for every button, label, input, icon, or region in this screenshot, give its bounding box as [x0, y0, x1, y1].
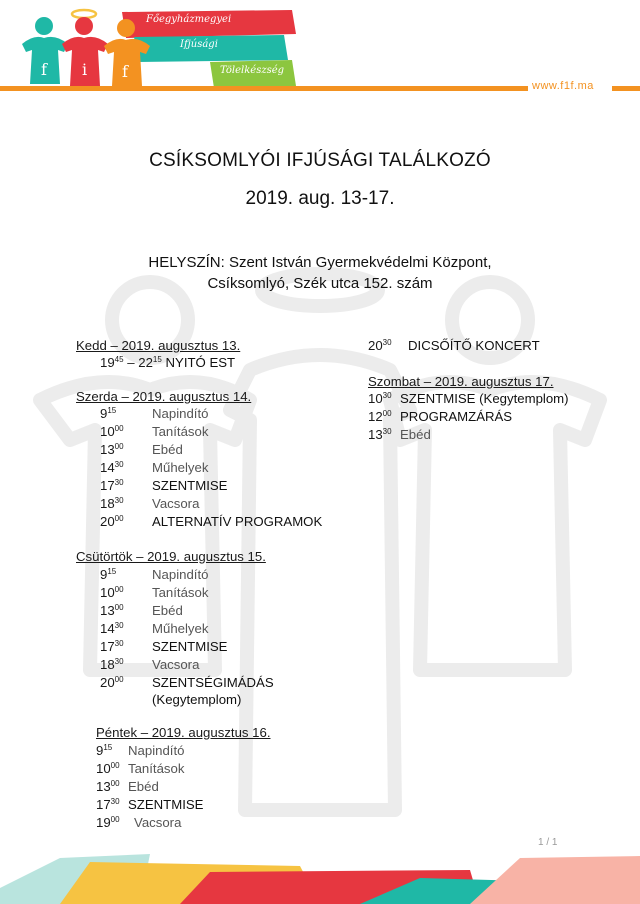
- time-hour: 17: [100, 478, 115, 493]
- schedule-row: [100, 460, 360, 478]
- time-hour: 20: [100, 675, 115, 690]
- event-name: Vacsora: [152, 496, 200, 511]
- event-name: SZENTMISE (Kegytemplom): [400, 391, 569, 406]
- schedule-row: [96, 797, 356, 815]
- logo-letter-3: f: [122, 62, 128, 81]
- time-hour: 14: [100, 621, 115, 636]
- banner-line-2: Ifjúsági: [180, 39, 218, 50]
- time-hour: 17: [100, 639, 115, 654]
- event-name: Ebéd: [400, 427, 431, 442]
- time-hour: 18: [100, 496, 115, 511]
- time-min: 30: [114, 496, 124, 505]
- time-end-hour: 22: [138, 355, 153, 370]
- day-heading-csutortok: Csütörtök – 2019. augusztus 15.: [76, 549, 266, 564]
- time-hour: 20: [368, 338, 383, 353]
- time-min: 00: [114, 585, 124, 594]
- time-min: 30: [110, 797, 120, 806]
- time-min: 30: [382, 391, 392, 400]
- event-name: Napindító: [128, 743, 185, 758]
- event-name: SZENTSÉGIMÁDÁS: [152, 675, 274, 690]
- time-min: 00: [382, 409, 392, 418]
- event-name: Ebéd: [152, 442, 183, 457]
- event-name: ALTERNATÍV PROGRAMOK: [152, 514, 323, 529]
- time-dash: –: [123, 355, 139, 370]
- time-hour: 10: [100, 424, 115, 439]
- time-min: 00: [114, 424, 124, 433]
- time-min: 15: [103, 743, 113, 752]
- day-heading-kedd: Kedd – 2019. augusztus 13.: [76, 338, 241, 353]
- event-name: Vacsora: [152, 657, 200, 672]
- time-min: 15: [107, 567, 117, 576]
- schedule-row: [96, 815, 356, 833]
- time-min: 30: [114, 657, 124, 666]
- event-name: Ebéd: [152, 603, 183, 618]
- event-name: Vacsora: [134, 815, 182, 830]
- event-name: Napindító: [152, 567, 209, 582]
- schedule-row: [100, 585, 360, 603]
- day-heading-szombat: Szombat – 2019. augusztus 17.: [368, 374, 554, 389]
- banner-line-1: Főegyházmegyei: [146, 14, 232, 25]
- time-hour: 9: [100, 567, 108, 582]
- time-min: 00: [114, 603, 124, 612]
- banner-line-3: Tölelkészség: [220, 65, 285, 76]
- schedule-row: [368, 409, 628, 427]
- time-hour: 12: [368, 409, 383, 424]
- time-start-hour: 19: [100, 355, 115, 370]
- time-min: 30: [114, 621, 124, 630]
- event-name: SZENTMISE: [152, 639, 228, 654]
- time-min: 30: [114, 639, 124, 648]
- time-min: 30: [382, 338, 392, 347]
- time-start-min: 45: [114, 355, 124, 364]
- schedule-row: [100, 424, 360, 442]
- event-name: SZENTMISE: [128, 797, 204, 812]
- time-min: 00: [114, 675, 124, 684]
- schedule-row: [368, 427, 628, 445]
- schedule-row: [96, 779, 356, 797]
- event-name: Műhelyek: [152, 460, 209, 475]
- event-name: Tanítások: [152, 585, 209, 600]
- time-min: 00: [114, 514, 124, 523]
- schedule-row: [100, 603, 360, 621]
- time-min: 30: [114, 478, 124, 487]
- time-hour: 10: [100, 585, 115, 600]
- event-name: PROGRAMZÁRÁS: [400, 409, 513, 424]
- time-min: 00: [114, 442, 124, 451]
- time-min: 00: [110, 779, 120, 788]
- schedule-row: [100, 657, 360, 675]
- event-name: Ebéd: [128, 779, 159, 794]
- logo-letter-1: f: [41, 60, 47, 79]
- day-heading-pentek: Péntek – 2019. augusztus 16.: [96, 725, 271, 740]
- event-name-line2: (Kegytemplom): [152, 692, 242, 707]
- website-link[interactable]: www.f1f.ma: [532, 80, 594, 92]
- day-heading-szerda: Szerda – 2019. augusztus 14.: [76, 389, 252, 404]
- time-hour: 18: [100, 657, 115, 672]
- event-name: Napindító: [152, 406, 209, 421]
- schedule-row: [96, 761, 356, 779]
- event-dates: 2019. aug. 13-17.: [245, 188, 395, 209]
- time-end-min: 15: [152, 355, 162, 364]
- event-name: SZENTMISE: [152, 478, 228, 493]
- schedule-row: [368, 338, 568, 356]
- schedule-row: [96, 743, 356, 761]
- schedule-row: [100, 496, 360, 514]
- time-min: 00: [110, 815, 120, 824]
- schedule-row: [100, 621, 360, 639]
- footer-decoration: [0, 848, 640, 904]
- event-name: DICSŐÍTŐ KONCERT: [408, 338, 540, 353]
- time-hour: 10: [368, 391, 383, 406]
- schedule-row: [100, 639, 360, 657]
- time-hour: 20: [100, 514, 115, 529]
- venue-line-1: HELYSZÍN: Szent István Gyermekvédelmi Központ,: [148, 254, 492, 271]
- event-name: Műhelyek: [152, 621, 209, 636]
- schedule-row: [100, 355, 235, 370]
- page-title: CSÍKSOMLYÓI IFJÚSÁGI TALÁLKOZÓ: [149, 150, 491, 171]
- time-hour: 13: [100, 603, 115, 618]
- venue-line-2: Csíksomlyó, Szék utca 152. szám: [207, 275, 433, 292]
- event-name: Tanítások: [128, 761, 185, 776]
- time-hour: 13: [96, 779, 111, 794]
- time-hour: 17: [96, 797, 111, 812]
- schedule-row: [368, 391, 628, 409]
- schedule-row: [100, 406, 360, 424]
- schedule-row: [100, 442, 360, 460]
- time-hour: 13: [100, 442, 115, 457]
- time-min: 00: [110, 761, 120, 770]
- event-name: NYITÓ EST: [165, 355, 236, 370]
- schedule-row: [100, 675, 360, 711]
- time-hour: 13: [368, 427, 383, 442]
- time-hour: 14: [100, 460, 115, 475]
- logo-letter-2: i: [82, 60, 88, 79]
- time-min: 15: [107, 406, 117, 415]
- time-hour: 9: [100, 406, 108, 421]
- event-name: Tanítások: [152, 424, 209, 439]
- time-min: 30: [382, 427, 392, 436]
- time-min: 30: [114, 460, 124, 469]
- time-hour: 19: [96, 815, 111, 830]
- schedule-row: [100, 514, 360, 532]
- schedule-row: [100, 478, 360, 496]
- time-hour: 10: [96, 761, 111, 776]
- page-indicator: 1 / 1: [538, 837, 558, 848]
- schedule-row: [100, 567, 360, 585]
- time-hour: 9: [96, 743, 104, 758]
